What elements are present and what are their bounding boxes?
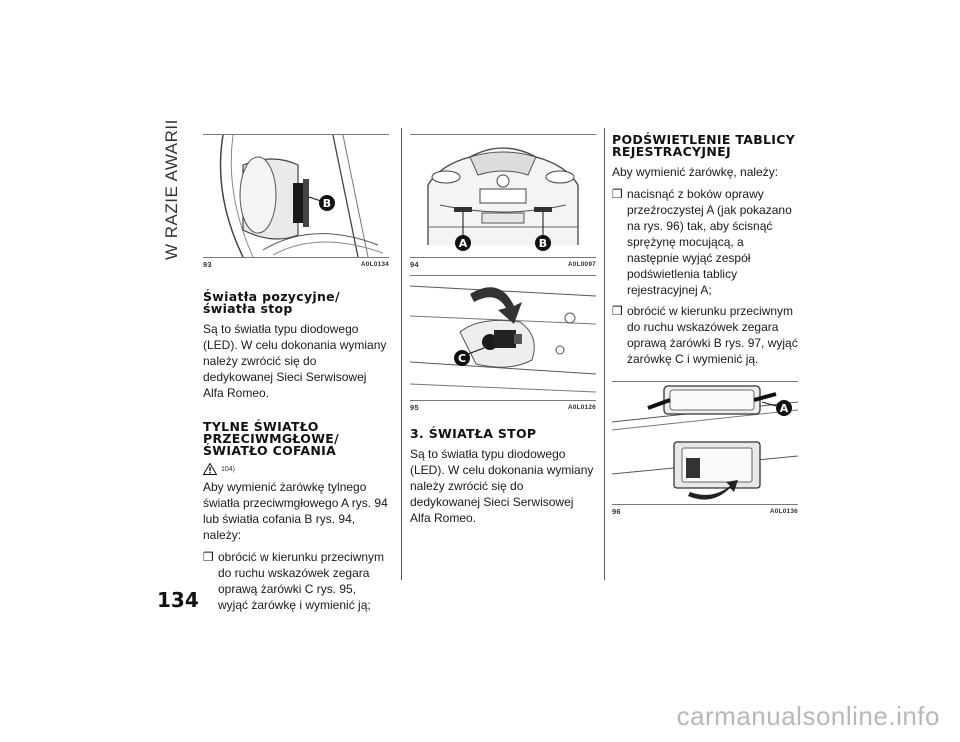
chapter-title: W RAZIE AWARII <box>162 119 181 260</box>
figure-94-caption <box>410 257 596 269</box>
figure-94-callout-a: A <box>458 237 468 250</box>
watermark: carmanualsonline.info <box>676 701 940 731</box>
figure-94-illustration <box>410 135 596 257</box>
heading-stop-lights: 3. ŚWIATŁA STOP <box>410 426 537 441</box>
col3-steps <box>612 186 798 367</box>
text-rear-fog-reverse: Aby wymienić żarówkę tylnego światła przeciwmgłowego A rys. 94 lub światła cofania B rys. 94, należy: <box>203 480 388 542</box>
figure-93-number: 93 <box>203 260 212 269</box>
checkbox-bullet-icon: ❒ <box>612 187 623 201</box>
text-plate-light-intro: Aby wymienić żarówkę, należy: <box>612 165 779 179</box>
figure-95-caption <box>410 400 596 412</box>
figure-94-number: 94 <box>410 260 419 269</box>
figure-94-code: A0L0097 <box>567 261 596 268</box>
figure-96-callout-a: A <box>779 402 789 415</box>
text-position-stop-lights: Są to światła typu diodowego (LED). W celu dokonania wymiany należy zwrócić się do dedykowanej Sieci Serwisowej Alfa Romeo. <box>203 322 387 400</box>
figure-95-illustration <box>410 276 596 400</box>
figure-96-number: 96 <box>612 507 621 516</box>
figure-96-code: A0L0136 <box>769 508 798 515</box>
heading-position-stop-lights: Światła pozycyjne/ światła stop <box>203 289 340 316</box>
list-item: ❒ nacisnąć z boków oprawy przeźroczystej A (jak pokazano na rys. 96) tak, aby ścisnąć sprężynę mocującą, a następnie wyjąć zespół podświetlenia tablicy rejestracyjnej A; <box>612 187 792 297</box>
figure-95 <box>410 275 596 412</box>
warning-reference: 104) <box>221 465 236 473</box>
figure-93-code: A0L0134 <box>360 261 389 268</box>
column-2 <box>410 134 596 526</box>
figure-93-illustration <box>203 135 389 257</box>
heading-plate-light: PODŚWIETLENIE TABLICY REJESTRACYJNEJ <box>612 132 796 159</box>
list-item: ❒ obrócić w kierunku przeciwnym do ruchu wskazówek zegara oprawą żarówki C rys. 95, wyjąć żarówkę i wymienić ją; <box>203 550 385 612</box>
text-stop-lights: Są to światła typu diodowego (LED). W celu dokonania wymiany należy zwrócić się do dedykowanej Sieci Serwisowej Alfa Romeo. <box>410 447 594 525</box>
checkbox-bullet-icon: ❒ <box>203 550 214 564</box>
figure-96 <box>612 381 798 516</box>
figure-95-number: 95 <box>410 403 419 412</box>
figure-93 <box>203 134 389 269</box>
page-number: 134 <box>157 588 199 612</box>
column-1 <box>203 134 389 618</box>
list-item: ❒ obrócić w kierunku przeciwnym do ruchu wskazówek zegara oprawą żarówki B rys. 97, wyjąć żarówkę C i wymienić ją. <box>612 304 798 366</box>
figure-93-callout-b: B <box>322 197 332 210</box>
figure-95-code: A0L0126 <box>567 404 596 411</box>
column-divider-2 <box>604 128 605 580</box>
figure-93-caption <box>203 257 389 269</box>
figure-96-caption <box>612 504 798 516</box>
figure-94-callout-b: B <box>538 237 548 250</box>
column-3 <box>612 134 798 516</box>
heading-rear-fog-reverse: TYLNE ŚWIATŁO PRZECIWMGŁOWE/ ŚWIATŁO COFANIA <box>203 419 339 458</box>
warning-note <box>203 463 389 475</box>
figure-94 <box>410 134 596 269</box>
figure-95-callout-c: C <box>457 352 467 365</box>
col1-steps <box>203 549 389 613</box>
checkbox-bullet-icon: ❒ <box>612 304 623 318</box>
figure-96-illustration <box>612 382 798 504</box>
warning-icon <box>203 463 217 475</box>
column-divider-1 <box>401 128 402 580</box>
